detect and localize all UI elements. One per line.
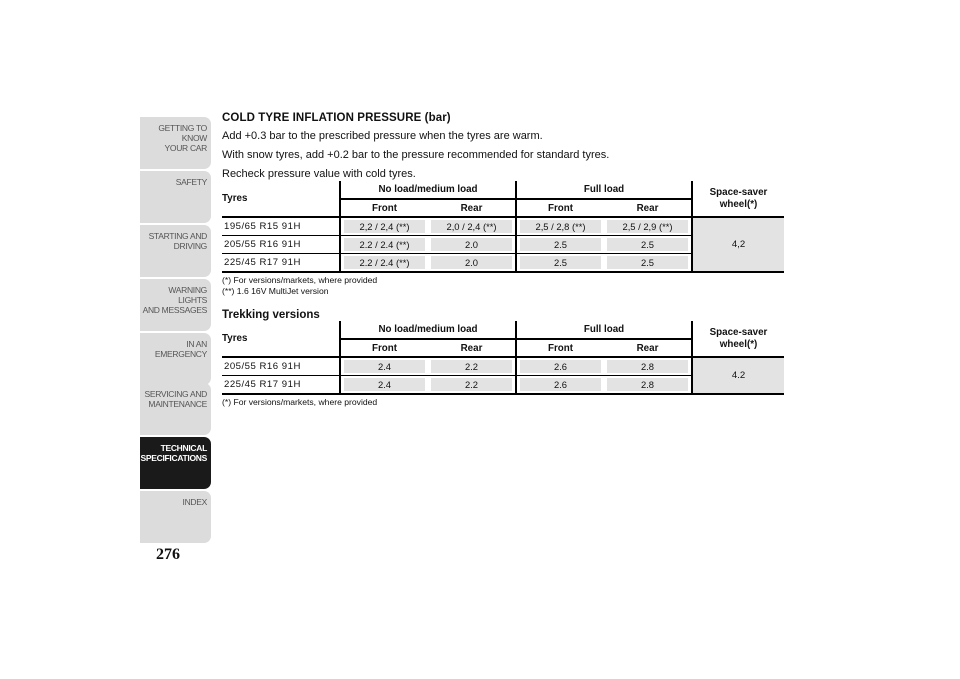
tab-index[interactable]: INDEX [140,491,211,543]
trekking-title: Trekking versions [222,309,320,321]
pressure-value: 2.8 [607,360,688,373]
tab-starting-and-driving[interactable]: STARTING AND DRIVING [140,225,211,277]
pressure-value: 2.5 [607,238,688,251]
spare-wheel-value: 4.2 [692,357,784,394]
footnote-versions: (*) For versions/markets, where provided [222,275,378,285]
spare-wheel-value: 4,2 [692,217,784,272]
front-header: Front [516,199,604,217]
pressure-value: 2.6 [520,360,601,373]
pressure-value: 2.8 [607,378,688,391]
pressure-value: 2.2 / 2.4 (**) [344,238,425,251]
footnote-multijet: (**) 1.6 16V MultiJet version [222,286,329,296]
pressure-value: 2.2 [431,378,512,391]
no-load-header: No load/medium load [340,181,516,199]
spare-wheel-header: Space-saver wheel(*) [692,181,784,217]
rear-header: Rear [604,339,692,357]
pressure-value: 2.4 [344,378,425,391]
section-title: COLD TYRE INFLATION PRESSURE (bar) [222,112,451,124]
tab-warning-lights[interactable]: WARNING LIGHTS AND MESSAGES [140,279,211,331]
pressure-value: 2.2 [431,360,512,373]
tyre-size: 225/45 R17 91H [222,376,340,395]
tab-technical-specifications[interactable]: TECHNICAL SPECIFICATIONS [140,437,211,489]
footnote-versions: (*) For versions/markets, where provided [222,397,378,407]
full-load-header: Full load [516,181,692,199]
tab-in-an-emergency[interactable]: IN AN EMERGENCY [140,333,211,385]
tyre-size: 205/55 R16 91H [222,357,340,376]
tab-getting-to-know[interactable]: GETTING TO KNOW YOUR CAR [140,117,211,169]
front-header: Front [516,339,604,357]
tab-safety[interactable]: SAFETY [140,171,211,223]
spare-wheel-header: Space-saver wheel(*) [692,321,784,357]
rear-header: Rear [604,199,692,217]
pressure-value: 2.5 [607,256,688,269]
pressure-value: 2.5 [520,238,601,251]
full-load-header: Full load [516,321,692,339]
pressure-value: 2.4 [344,360,425,373]
pressure-value: 2,0 / 2,4 (**) [431,220,512,233]
tyre-size: 195/65 R15 91H [222,217,340,236]
pressure-table [222,181,784,273]
front-header: Front [340,199,428,217]
trekking-pressure-table [222,321,784,395]
tyres-header: Tyres [222,181,340,217]
page-number: 276 [156,546,180,563]
pressure-value: 2.0 [431,238,512,251]
tyres-header: Tyres [222,321,340,357]
pressure-value: 2.2 / 2.4 (**) [344,256,425,269]
rear-header: Rear [428,339,516,357]
tyre-size: 225/45 R17 91H [222,254,340,273]
pressure-value: 2,5 / 2,8 (**) [520,220,601,233]
rear-header: Rear [428,199,516,217]
tab-servicing[interactable]: SERVICING AND MAINTENANCE [140,383,211,435]
pressure-value: 2,5 / 2,9 (**) [607,220,688,233]
table-row [222,217,784,236]
table-row [222,357,784,376]
paragraph-recheck: Recheck pressure value with cold tyres. [222,168,416,180]
no-load-header: No load/medium load [340,321,516,339]
pressure-value: 2.0 [431,256,512,269]
front-header: Front [340,339,428,357]
tyre-size: 205/55 R16 91H [222,236,340,254]
paragraph-warm-tyres: Add +0.3 bar to the prescribed pressure when the tyres are warm. [222,130,543,142]
paragraph-snow-tyres: With snow tyres, add +0.2 bar to the pressure recommended for standard tyres. [222,149,610,161]
page-content [222,112,784,408]
pressure-value: 2,2 / 2,4 (**) [344,220,425,233]
pressure-value: 2.5 [520,256,601,269]
pressure-value: 2.6 [520,378,601,391]
